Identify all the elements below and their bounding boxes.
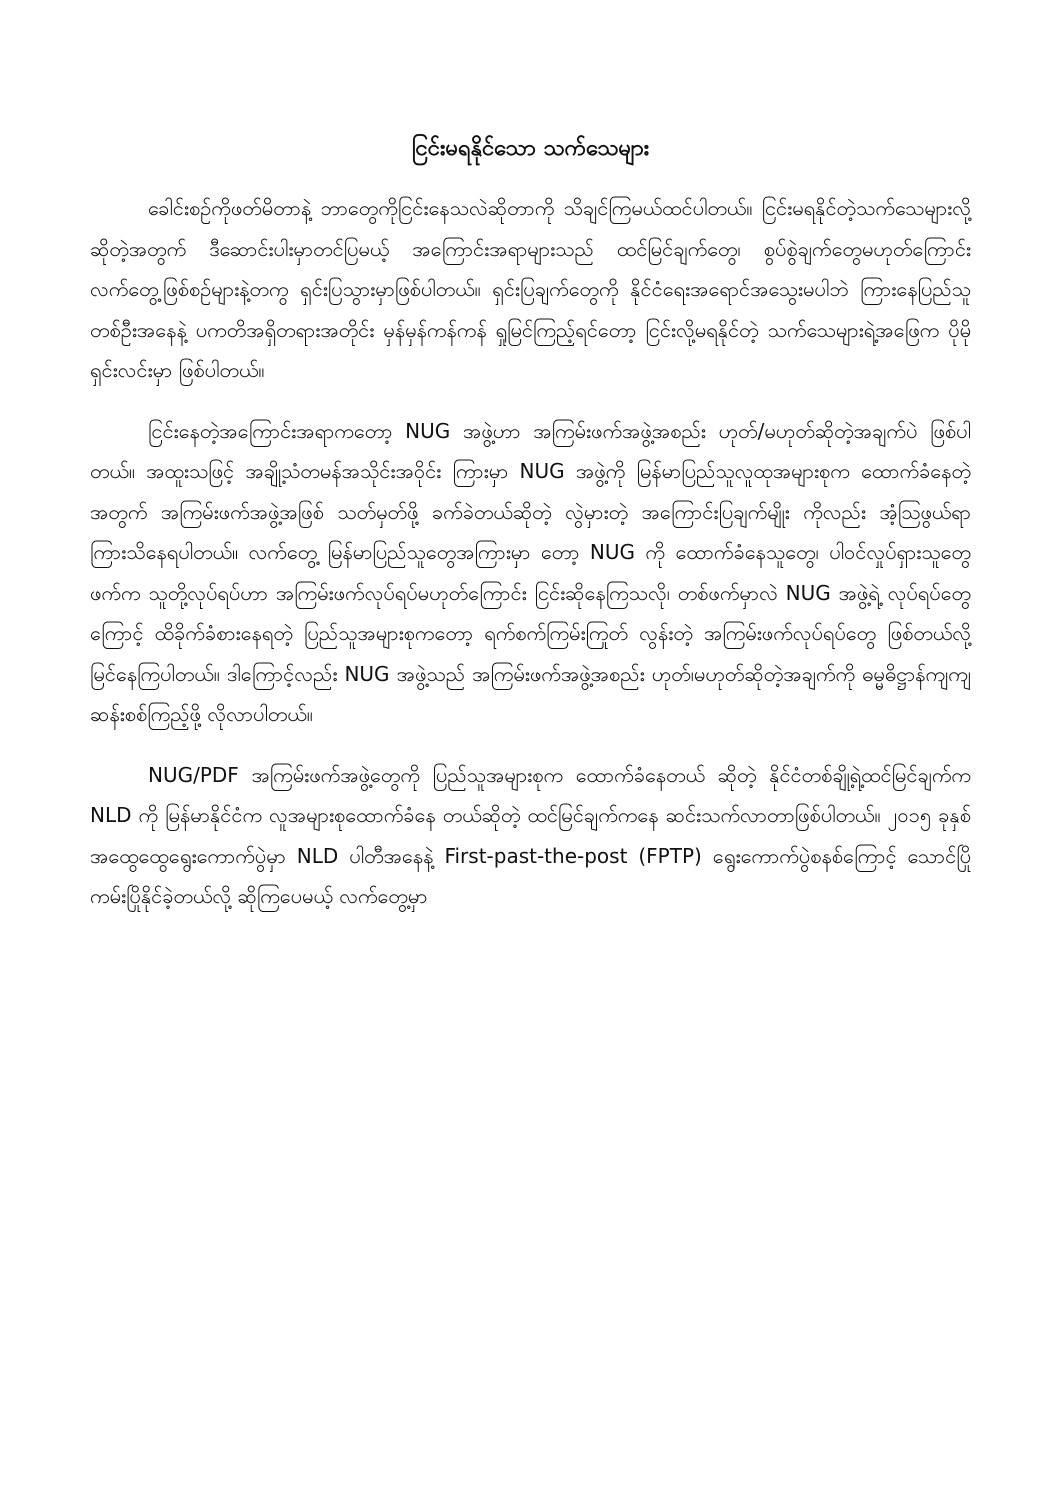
- paragraph-3: NUG/PDF အကြမ်းဖက်အဖွဲ့တွေကို ပြည်သူအများစုက ထောက်ခံနေတယ် ဆိုတဲ့ နိုင်ငံတစ်ချို့ရဲ့ထင်မြင်ချက်က NLD ကို မြန်မာနိုင်ငံက လူအများစုထောက်ခံနေ တယ်ဆိုတဲ့ ထင်မြင်ချက်ကနေ ဆင်းသက်လာတာဖြစ်ပါတယ်။ ၂၀၁၅ ခုနှစ် အထွေထွေရွေးကောက်ပွဲမှာ NLD ပါတီအနေနဲ့ First-past-the-post (FPTP) ရွေးကောက်ပွဲစနစ်ကြောင့် သောင်ပြိုကမ်းပြိုနိုင်ခဲ့တယ်လို့ ဆိုကြပေမယ့် လက်တွေ့မှာ: [90, 762, 971, 908]
- document-title: ငြင်းမရနိုင်သော သက်သေများ: [411, 136, 650, 161]
- paragraph-2: ငြင်းနေတဲ့အကြောင်းအရာကတော့ NUG အဖွဲ့ဟာ အကြမ်းဖက်အဖွဲ့အစည်း ဟုတ်/မဟုတ်ဆိုတဲ့အချက်ပဲ ဖြစ်ပါတယ်။ အထူးသဖြင့် အချို့သံတမန်အသိုင်းအဝိုင်း ကြားမှာ NUG အဖွဲ့ကို မြန်မာပြည်သူလူထုအများစုက ထောက်ခံနေတဲ့အတွက် အကြမ်းဖက်အဖွဲ့အဖြစ် သတ်မှတ်ဖို့ ခက်ခဲတယ်ဆိုတဲ့ လွဲမှားတဲ့ အကြောင်းပြချက်မျိုး ကိုလည်း အံ့သြဖွယ်ရာ ကြားသိနေရပါတယ်။ လက်တွေ့ မြန်မာပြည်သူတွေအကြားမှာ တော့ NUG ကို ထောက်ခံနေသူတွေ၊ ပါဝင်လှုပ်ရှားသူတွေဖက်က သူတို့လုပ်ရပ်ဟာ အကြမ်းဖက်လုပ်ရပ်မဟုတ်ကြောင်း ငြင်းဆိုနေကြသလို၊ တစ်ဖက်မှာလဲ NUG အဖွဲ့ရဲ့ လုပ်ရပ်တွေကြောင့် ထိခိုက်ခံစားနေရတဲ့ ပြည်သူအများစုကတော့ ရက်စက်ကြမ်းကြုတ် လွန်းတဲ့ အကြမ်းဖက်လုပ်ရပ်တွေ ဖြစ်တယ်လို့ မြင်နေကြပါတယ်။ ဒါကြောင့်လည်း NUG အဖွဲ့သည် အကြမ်းဖက်အဖွဲ့အစည်း ဟုတ်၊မဟုတ်ဆိုတဲ့အချက်ကို ဓမ္မဓိဋ္ဌာန်ကျကျ ဆန်းစစ်ကြည့်ဖို့ လိုလာပါတယ်။: [90, 418, 971, 726]
- paragraph-1: ခေါင်းစဉ်ကိုဖတ်မိတာနဲ့ ဘာတွေကိုငြင်းနေသလဲဆိုတာကို သိချင်ကြမယ်ထင်ပါတယ်။ ငြင်းမရနိုင်တဲ့သက်သေများလို့ ဆိုတဲ့အတွက် ဒီဆောင်းပါးမှာတင်ပြမယ့် အကြောင်းအရာများသည် ထင်မြင်ချက်တွေ၊ စွပ်စွဲချက်တွေမဟုတ်ကြောင်း လက်တွေ့ဖြစ်စဉ်များနဲ့တကွ ရှင်းပြသွားမှာဖြစ်ပါတယ်။ ရှင်းပြချက်တွေကို နိုင်ငံရေးအရောင်အသွေးမပါဘဲ ကြားနေပြည်သူတစ်ဦးအနေနဲ့ ပကတိအရှိတရားအတိုင်း မှန်မှန်ကန်ကန် ရှုမြင်ကြည့်ရင်တော့ ငြင်းလို့မရနိုင်တဲ့ သက်သေများရဲ့အဖြေက ပိုမိုရှင်းလင်းမှာ ဖြစ်ပါတယ်။: [90, 196, 971, 382]
